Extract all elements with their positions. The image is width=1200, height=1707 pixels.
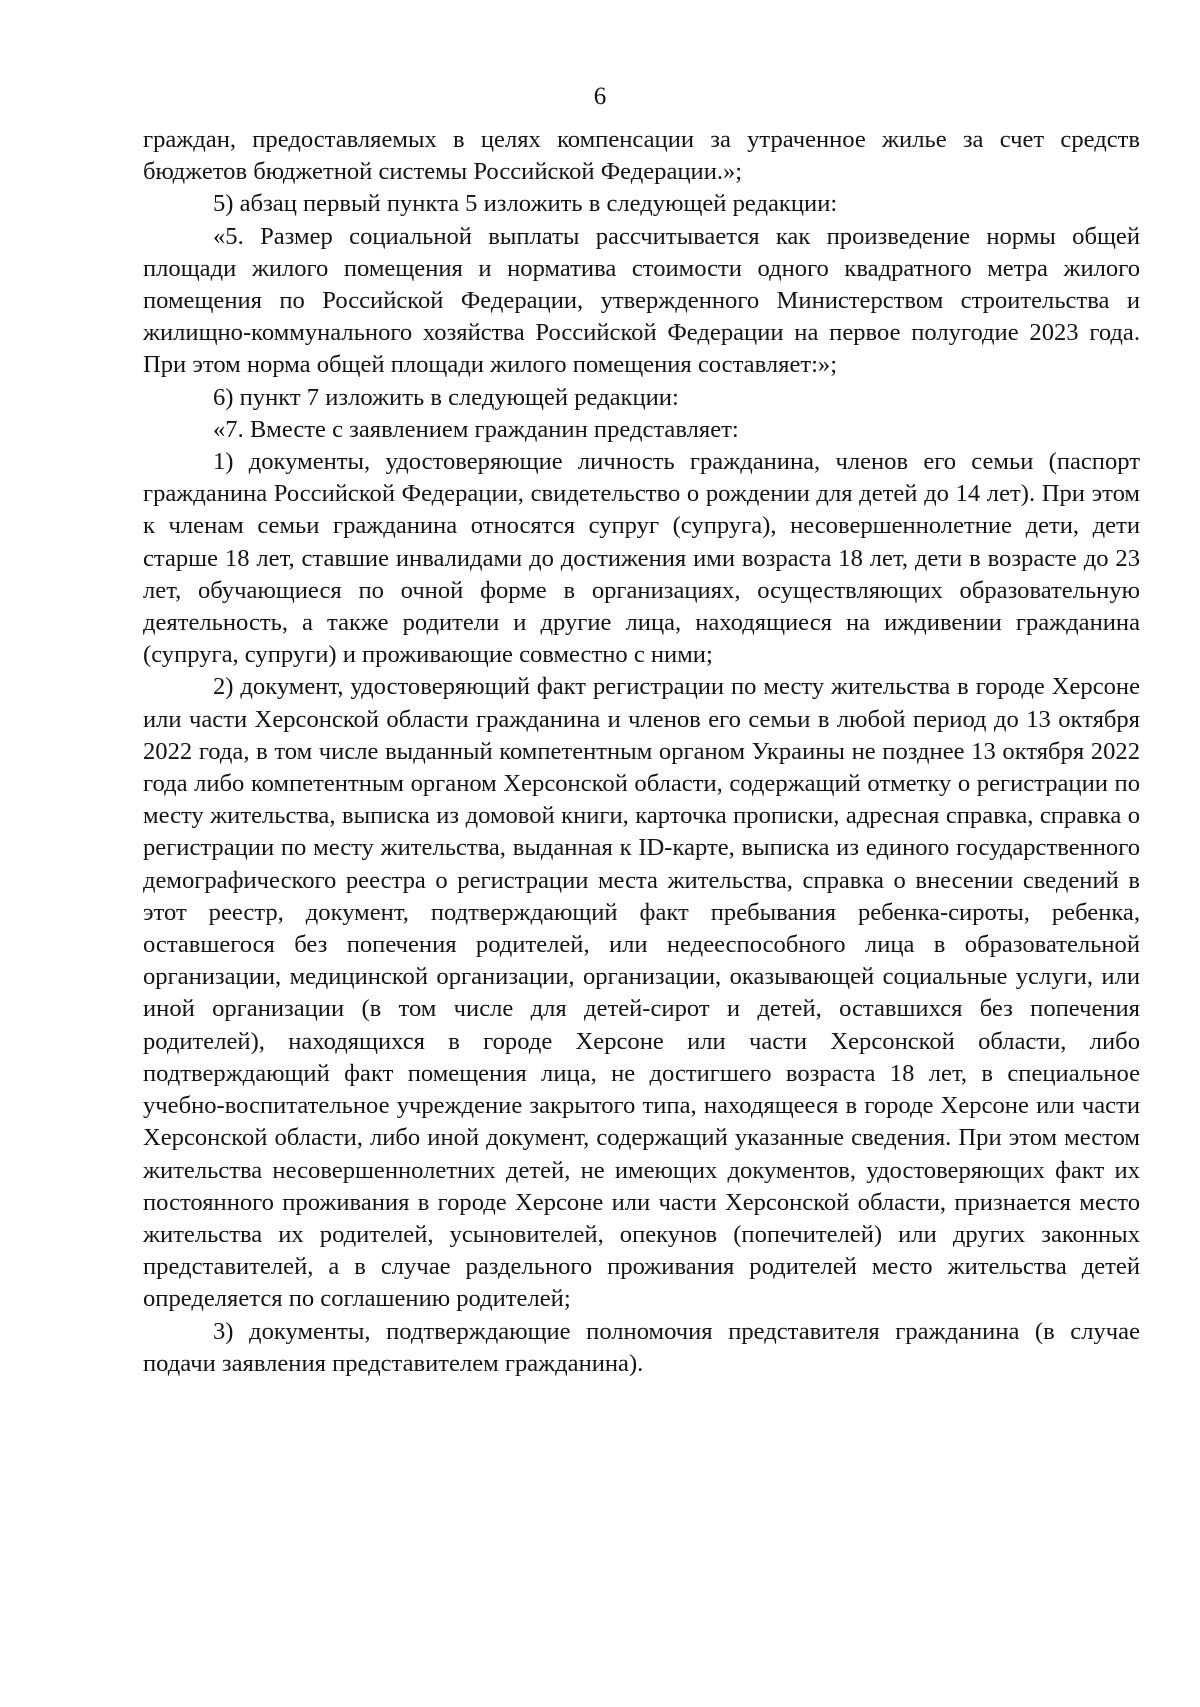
- paragraph-item-7-intro: «7. Вместе с заявлением гражданин представляет:: [213, 415, 739, 443]
- paragraph-item-7-2: 2) документ, удостоверяющий факт регистрации по месту жительства в городе Херсоне или части Херсонской области гражданина и членов его семьи в любой период до 13 октября 2022 года, в том числе выданный компетентным органом Украины не позднее 13 октября 2022 года либо компетентным органом Херсонской области, содержащий отметку о регистрации по месту жительства, выписка из домовой книги, карточка прописки, адресная справка, справка о регистрации по месту жительства, выданная к ID-карте, выписка из единого государственного демографического реестра о регистрации места жительства, справка о внесении сведений в этот реестр, документ, подтверждающий факт пребывания ребенка-сироты, ребенка, оставшегося без попечения родителей, или недееспособного лица в образовательной организации, медицинской организации, организации, оказывающей социальные услуги, или иной организации (в том числе для детей-сирот и детей, оставшихся без попечения родителей), находящихся в городе Херсоне или части Херсонской области, либо подтверждающий факт помещения лица, не достигшего возраста 18 лет, в специальное учебно-воспитательное учреждение закрытого типа, находящееся в городе Херсоне или части Херсонской области, либо иной документ, содержащий указанные сведения. При этом местом жительства несовершеннолетних детей, не имеющих документов, удостоверяющих факт их постоянного проживания в городе Херсоне или части Херсонской области, признается место жительства их родителей, усыновителей, опекунов (попечителей) или других законных представителей, а в случае раздельного проживания родителей место жительства детей определяется по соглашению родителей;: [143, 673, 1140, 1313]
- paragraph-item-5: 5) абзац первый пункта 5 изложить в следующей редакции:: [213, 190, 838, 218]
- paragraph-continuation: граждан, предоставляемых в целях компенсации за утраченное жилье за счет средств бюджетов бюджетной системы Российской Федерации.»;: [143, 126, 1140, 186]
- paragraph-item-7-3: 3) документы, подтверждающие полномочия представителя гражданина (в случае подачи заявления представителем гражданина).: [143, 1317, 1140, 1377]
- paragraph-item-5-text: «5. Размер социальной выплаты рассчитывается как произведение нормы общей площади жилого помещения и норматива стоимости одного квадратного метра жилого помещения по Российской Федерации, утвержденного Министерством строительства и жилищно-коммунального хозяйства Российской Федерации на первое полугодие 2023 года. При этом норма общей площади жилого помещения составляет:»;: [143, 222, 1140, 379]
- document-body: [143, 124, 1140, 1380]
- paragraph-item-7-1: 1) документы, удостоверяющие личность гражданина, членов его семьи (паспорт гражданина Российской Федерации, свидетельство о рождении для детей до 14 лет). При этом к членам семьи гражданина относятся супруг (супруга), несовершеннолетние дети, дети старше 18 лет, ставшие инвалидами до достижения ими возраста 18 лет, дети в возрасте до 23 лет, обучающиеся по очной форме в организациях, осуществляющих образовательную деятельность, а также родители и другие лица, находящиеся на иждивении гражданина (супруга, супруги) и проживающие совместно с ними;: [143, 448, 1140, 669]
- page-number: 6: [593, 83, 607, 110]
- paragraph-item-6: 6) пункт 7 изложить в следующей редакции:: [213, 383, 679, 411]
